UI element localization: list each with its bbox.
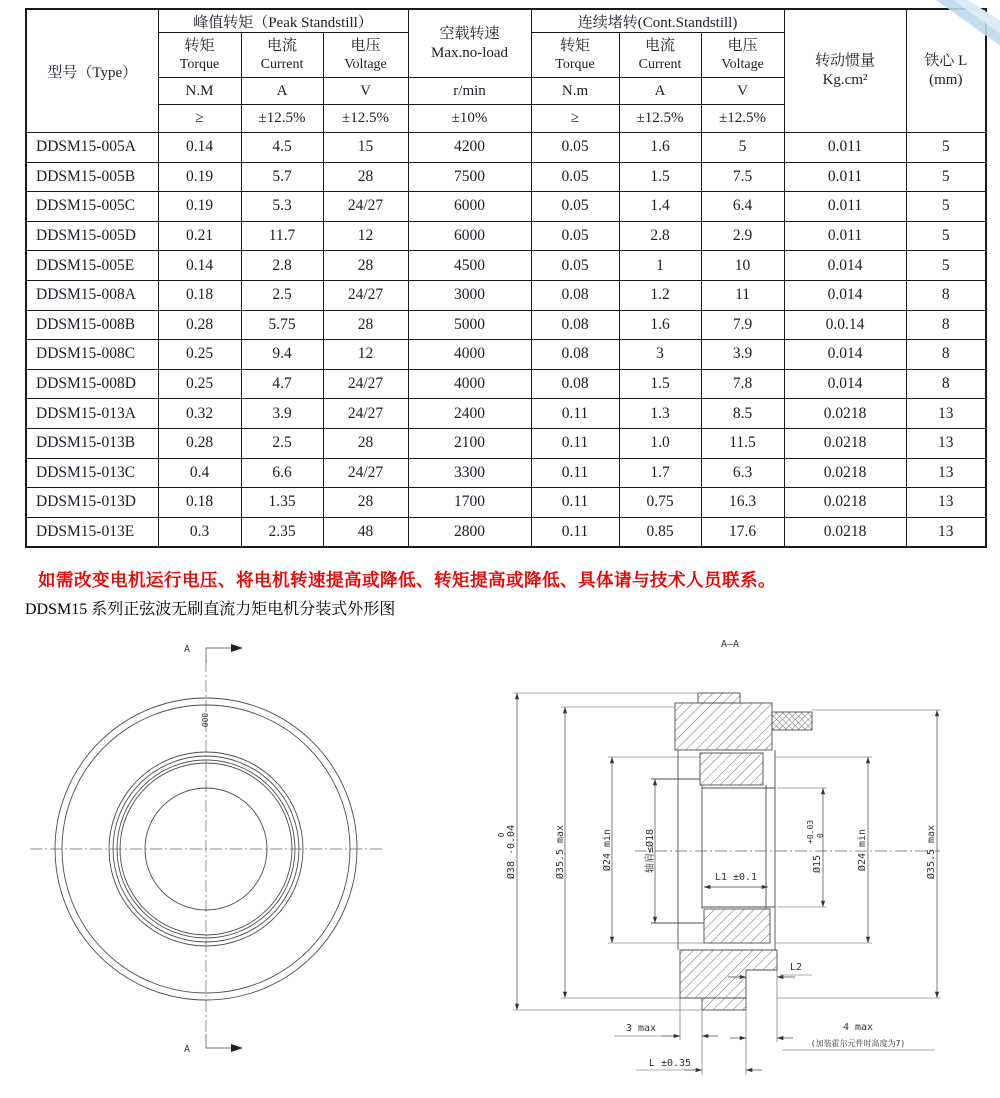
header-core xyxy=(906,9,986,133)
spec-table-body xyxy=(26,133,986,548)
value-cell: 0.05 xyxy=(531,221,619,251)
svg-text:A: A xyxy=(183,1044,190,1055)
value-cell: 0.11 xyxy=(531,399,619,429)
model-cell: DDSM15-005A xyxy=(26,133,158,163)
model-cell: DDSM15-005E xyxy=(26,251,158,281)
front-view xyxy=(30,644,384,1055)
table-row xyxy=(26,488,986,518)
value-cell: 0.011 xyxy=(784,162,906,192)
value-cell: 8 xyxy=(906,340,986,370)
tolerance-cell: ±12.5% xyxy=(619,105,701,133)
value-cell: 24/27 xyxy=(323,399,408,429)
value-cell: 5 xyxy=(906,133,986,163)
value-cell: 2.9 xyxy=(701,221,784,251)
value-cell: 13 xyxy=(906,399,986,429)
header-peak-voltage: 电压 Voltage xyxy=(323,33,408,78)
value-cell: 0.05 xyxy=(531,251,619,281)
value-cell: 0.0218 xyxy=(784,428,906,458)
table-row xyxy=(26,280,986,310)
value-cell: 0.0218 xyxy=(784,517,906,547)
value-cell: 13 xyxy=(906,517,986,547)
value-cell: 28 xyxy=(323,162,408,192)
value-cell: 0.08 xyxy=(531,340,619,370)
svg-text:Ø38 -0.04: Ø38 -0.04 xyxy=(506,824,517,880)
value-cell: 4.7 xyxy=(241,369,323,399)
spec-table xyxy=(25,8,987,548)
value-cell: 11.5 xyxy=(701,428,784,458)
header-noload-cn: 空载转速 xyxy=(439,25,500,42)
value-cell: 1.35 xyxy=(241,488,323,518)
tolerance-cell: ≥ xyxy=(158,105,241,133)
value-cell: 0.05 xyxy=(531,162,619,192)
section-view xyxy=(497,639,941,1075)
svg-text:3 max: 3 max xyxy=(625,1023,657,1034)
header-core-unit: (mm) xyxy=(929,72,963,88)
value-cell: 0.011 xyxy=(784,133,906,163)
value-cell: 2.8 xyxy=(241,251,323,281)
svg-text:4 max: 4 max xyxy=(842,1022,874,1033)
lead-wires xyxy=(772,712,812,730)
value-cell: 6.6 xyxy=(241,458,323,488)
value-cell: 0.3 xyxy=(158,517,241,547)
value-cell: 0.14 xyxy=(158,133,241,163)
model-cell: DDSM15-005C xyxy=(26,192,158,222)
value-cell: 2.5 xyxy=(241,428,323,458)
header-cont-group: 连续堵转(Cont.Standstill) xyxy=(531,9,784,33)
tolerance-cell: ±10% xyxy=(408,105,531,133)
header-inertia xyxy=(784,9,906,133)
value-cell: 0.25 xyxy=(158,369,241,399)
tolerance-cell: ±12.5% xyxy=(323,105,408,133)
table-row xyxy=(26,192,986,222)
value-cell: 0.85 xyxy=(619,517,701,547)
header-noload xyxy=(408,9,531,78)
value-cell: 5.75 xyxy=(241,310,323,340)
center-mark: 000 xyxy=(201,712,210,728)
table-row xyxy=(26,133,986,163)
value-cell: 3 xyxy=(619,340,701,370)
value-cell: 0.0218 xyxy=(784,488,906,518)
svg-text:L ±0.35: L ±0.35 xyxy=(648,1058,692,1069)
value-cell: 13 xyxy=(906,488,986,518)
svg-text:Ø15: Ø15 xyxy=(812,854,823,874)
dim-dia15 xyxy=(806,820,825,873)
value-cell: 0.08 xyxy=(531,280,619,310)
value-cell: 7.5 xyxy=(701,162,784,192)
header-cont-voltage: 电压 Voltage xyxy=(701,33,784,78)
value-cell: 4000 xyxy=(408,369,531,399)
model-cell: DDSM15-008A xyxy=(26,280,158,310)
value-cell: 0.014 xyxy=(784,280,906,310)
value-cell: 4200 xyxy=(408,133,531,163)
value-cell: 1.6 xyxy=(619,133,701,163)
value-cell: 1.5 xyxy=(619,369,701,399)
header-cont-torque: 转矩 Torque xyxy=(531,33,619,78)
value-cell: 2800 xyxy=(408,517,531,547)
unit-cell: A xyxy=(619,78,701,105)
value-cell: 28 xyxy=(323,428,408,458)
value-cell: 0.18 xyxy=(158,488,241,518)
value-cell: 13 xyxy=(906,428,986,458)
value-cell: 10 xyxy=(701,251,784,281)
value-cell: 1.2 xyxy=(619,280,701,310)
value-cell: 2400 xyxy=(408,399,531,429)
value-cell: 1.7 xyxy=(619,458,701,488)
value-cell: 0.11 xyxy=(531,458,619,488)
value-cell: 0.14 xyxy=(158,251,241,281)
value-cell: 1 xyxy=(619,251,701,281)
value-cell: 0.014 xyxy=(784,251,906,281)
model-cell: DDSM15-005D xyxy=(26,221,158,251)
unit-cell: r/min xyxy=(408,78,531,105)
value-cell: 1.5 xyxy=(619,162,701,192)
svg-text:Ø35.5 max: Ø35.5 max xyxy=(555,824,566,880)
dim-shoulder-dia18 xyxy=(643,829,656,873)
value-cell: 0.19 xyxy=(158,162,241,192)
svg-text:+0.03: +0.03 xyxy=(806,819,815,844)
value-cell: 0.21 xyxy=(158,221,241,251)
table-row xyxy=(26,340,986,370)
value-cell: 6000 xyxy=(408,221,531,251)
model-cell: DDSM15-013B xyxy=(26,428,158,458)
header-peak-group: 峰值转矩（Peak Standstill） xyxy=(158,9,408,33)
model-cell: DDSM15-013C xyxy=(26,458,158,488)
unit-cell: V xyxy=(701,78,784,105)
value-cell: 5000 xyxy=(408,310,531,340)
value-cell: 2.35 xyxy=(241,517,323,547)
value-cell: 11 xyxy=(701,280,784,310)
value-cell: 1.3 xyxy=(619,399,701,429)
value-cell: 7.9 xyxy=(701,310,784,340)
value-cell: 0.11 xyxy=(531,517,619,547)
model-cell: DDSM15-005B xyxy=(26,162,158,192)
dim-l1 xyxy=(704,872,768,887)
value-cell: 0.75 xyxy=(619,488,701,518)
value-cell: 0.08 xyxy=(531,310,619,340)
value-cell: 28 xyxy=(323,251,408,281)
value-cell: 9.4 xyxy=(241,340,323,370)
dim-dia38 xyxy=(497,825,517,879)
value-cell: 0.011 xyxy=(784,192,906,222)
value-cell: 3000 xyxy=(408,280,531,310)
table-row xyxy=(26,517,986,547)
value-cell: 0.0218 xyxy=(784,399,906,429)
value-cell: 15 xyxy=(323,133,408,163)
unit-cell: V xyxy=(323,78,408,105)
value-cell: 12 xyxy=(323,340,408,370)
value-cell: 0.014 xyxy=(784,340,906,370)
value-cell: 6.3 xyxy=(701,458,784,488)
table-row xyxy=(26,428,986,458)
value-cell: 24/27 xyxy=(323,458,408,488)
header-peak-current: 电流 Current xyxy=(241,33,323,78)
svg-text:Ø24 min: Ø24 min xyxy=(857,828,868,872)
dim-dia355-left xyxy=(554,825,566,879)
value-cell: 3.9 xyxy=(241,399,323,429)
unit-cell: A xyxy=(241,78,323,105)
value-cell: 4.5 xyxy=(241,133,323,163)
svg-text:L1 ±0.1: L1 ±0.1 xyxy=(714,872,758,883)
value-cell: 0.18 xyxy=(158,280,241,310)
value-cell: 4500 xyxy=(408,251,531,281)
svg-text:Ø35.5 max: Ø35.5 max xyxy=(926,824,937,880)
svg-text:(加装霍尔元件时高度为7): (加装霍尔元件时高度为7) xyxy=(810,1039,906,1048)
value-cell: 3300 xyxy=(408,458,531,488)
value-cell: 1700 xyxy=(408,488,531,518)
value-cell: 6.4 xyxy=(701,192,784,222)
tolerance-cell: ±12.5% xyxy=(701,105,784,133)
value-cell: 1.4 xyxy=(619,192,701,222)
value-cell: 5 xyxy=(906,192,986,222)
tolerance-cell: ±12.5% xyxy=(241,105,323,133)
unit-cell: N.m xyxy=(531,78,619,105)
value-cell: 7500 xyxy=(408,162,531,192)
header-cont-current: 电流 Current xyxy=(619,33,701,78)
value-cell: 48 xyxy=(323,517,408,547)
section-marker-top xyxy=(184,644,243,662)
outline-drawing-caption: DDSM15 系列正弦波无刷直流力矩电机分装式外形图 xyxy=(25,601,396,618)
value-cell: 1.6 xyxy=(619,310,701,340)
value-cell: 8.5 xyxy=(701,399,784,429)
section-marker-bottom xyxy=(184,1034,243,1055)
value-cell: 0.0218 xyxy=(784,458,906,488)
value-cell: 5 xyxy=(701,133,784,163)
table-row xyxy=(26,310,986,340)
header-type: 型号（Type） xyxy=(26,9,158,133)
value-cell: 0.32 xyxy=(158,399,241,429)
value-cell: 2100 xyxy=(408,428,531,458)
value-cell: 6000 xyxy=(408,192,531,222)
dim-dia24-right xyxy=(856,829,868,871)
dim-3max xyxy=(614,1023,718,1036)
model-cell: DDSM15-008B xyxy=(26,310,158,340)
value-cell: 5.3 xyxy=(241,192,323,222)
value-cell: 12 xyxy=(323,221,408,251)
value-cell: 4000 xyxy=(408,340,531,370)
svg-text:A: A xyxy=(183,644,190,655)
value-cell: 0.05 xyxy=(531,192,619,222)
header-inertia-unit: Kg.cm² xyxy=(822,72,868,88)
value-cell: 0.28 xyxy=(158,310,241,340)
tolerance-cell: ≥ xyxy=(531,105,619,133)
value-cell: 0.05 xyxy=(531,133,619,163)
section-title: A—A xyxy=(720,639,740,650)
table-row xyxy=(26,162,986,192)
model-cell: DDSM15-013D xyxy=(26,488,158,518)
value-cell: 28 xyxy=(323,310,408,340)
dim-4max xyxy=(730,1022,935,1050)
value-cell: 8 xyxy=(906,369,986,399)
value-cell: 17.6 xyxy=(701,517,784,547)
value-cell: 16.3 xyxy=(701,488,784,518)
value-cell: 0.11 xyxy=(531,488,619,518)
value-cell: 2.5 xyxy=(241,280,323,310)
dim-l2 xyxy=(728,962,812,977)
table-row xyxy=(26,458,986,488)
value-cell: 0.014 xyxy=(784,369,906,399)
value-cell: 0.0.14 xyxy=(784,310,906,340)
svg-text:L2: L2 xyxy=(789,962,803,973)
value-cell: 0.08 xyxy=(531,369,619,399)
voltage-change-notice: 如需改变电机运行电压、将电机转速提高或降低、转矩提高或降低、具体请与技术人员联系。 xyxy=(38,570,776,590)
table-row xyxy=(26,369,986,399)
header-core-cn: 铁心 L xyxy=(924,53,968,69)
value-cell: 8 xyxy=(906,280,986,310)
value-cell: 11.7 xyxy=(241,221,323,251)
value-cell: 0.28 xyxy=(158,428,241,458)
value-cell: 0.25 xyxy=(158,340,241,370)
table-row xyxy=(26,221,986,251)
dim-dia24-left xyxy=(601,829,613,871)
dim-core-length xyxy=(636,1058,762,1070)
table-row xyxy=(26,251,986,281)
value-cell: 7.8 xyxy=(701,369,784,399)
value-cell: 5 xyxy=(906,251,986,281)
value-cell: 5 xyxy=(906,221,986,251)
value-cell: 5 xyxy=(906,162,986,192)
header-inertia-cn: 转动惯量 xyxy=(815,53,876,69)
svg-text:Ø24 min: Ø24 min xyxy=(602,828,613,872)
value-cell: 0.19 xyxy=(158,192,241,222)
value-cell: 24/27 xyxy=(323,369,408,399)
svg-text:轴肩≤Ø18: 轴肩≤Ø18 xyxy=(645,828,656,874)
value-cell: 24/27 xyxy=(323,280,408,310)
value-cell: 0.011 xyxy=(784,221,906,251)
header-noload-en: Max.no-load xyxy=(430,44,509,61)
value-cell: 2.8 xyxy=(619,221,701,251)
dim-dia355-right xyxy=(925,825,937,879)
value-cell: 1.0 xyxy=(619,428,701,458)
table-row xyxy=(26,399,986,429)
model-cell: DDSM15-013E xyxy=(26,517,158,547)
value-cell: 3.9 xyxy=(701,340,784,370)
value-cell: 0.11 xyxy=(531,428,619,458)
value-cell: 8 xyxy=(906,310,986,340)
svg-text:0: 0 xyxy=(497,832,506,838)
model-cell: DDSM15-008D xyxy=(26,369,158,399)
model-cell: DDSM15-008C xyxy=(26,340,158,370)
value-cell: 24/27 xyxy=(323,192,408,222)
model-cell: DDSM15-013A xyxy=(26,399,158,429)
unit-cell: N.M xyxy=(158,78,241,105)
svg-text:0: 0 xyxy=(816,833,825,838)
value-cell: 0.4 xyxy=(158,458,241,488)
value-cell: 5.7 xyxy=(241,162,323,192)
header-peak-torque: 转矩 Torque xyxy=(158,33,241,78)
value-cell: 28 xyxy=(323,488,408,518)
value-cell: 13 xyxy=(906,458,986,488)
